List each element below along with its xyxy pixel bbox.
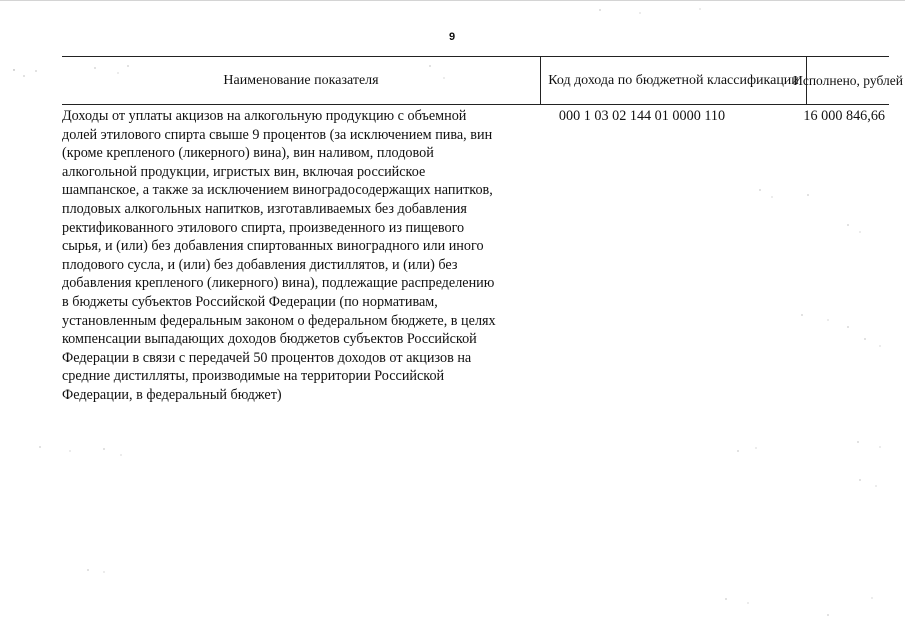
header-executed-rubles: Исполнено, рублей [806,57,889,104]
row-description: Доходы от уплаты акцизов на алкогольную продукцию с объемной долей этилового спирта свыше 9 процентов (за исключением пива, вин (кроме крепленого (ликерного) вина), вин наливом, плодовой алкогольной продукции, игристых вин, включая российское шампанское, а также за исключением виноградосодержащих напитков, плодовых алкогольных напитков, изготавливаемых без добавления ректификованного этилового спирта, произведенного из пищевого сырья, и (или) без добавления спиртованных виноградного или иного плодового сусла, и (или) без добавления дистиллятов, и (или) без добавления крепленого (ликерного) вина), подлежащие распределению в бюджеты субъектов Российской Федерации (по нормативам, установленным федеральным законом о федеральном бюджете, в целях компенсации выпадающих доходов бюджетов субъектов Российской Федерации в связи с передачей 50 процентов доходов от акцизов на средние дистилляты, производимые на территории Российской Федерации, в федеральный бюджет) [62,108,496,403]
scan-top-edge [0,0,905,1]
row-income-code: 000 1 03 02 144 01 0000 110 [558,108,726,124]
header-income-code: Код дохода по бюджетной классификации [540,57,806,104]
page-number: 9 [449,31,456,43]
table-header [62,56,903,105]
row-executed-amount: 16 000 846,66 [803,108,885,124]
header-indicator-name: Наименование показателя [223,72,379,88]
